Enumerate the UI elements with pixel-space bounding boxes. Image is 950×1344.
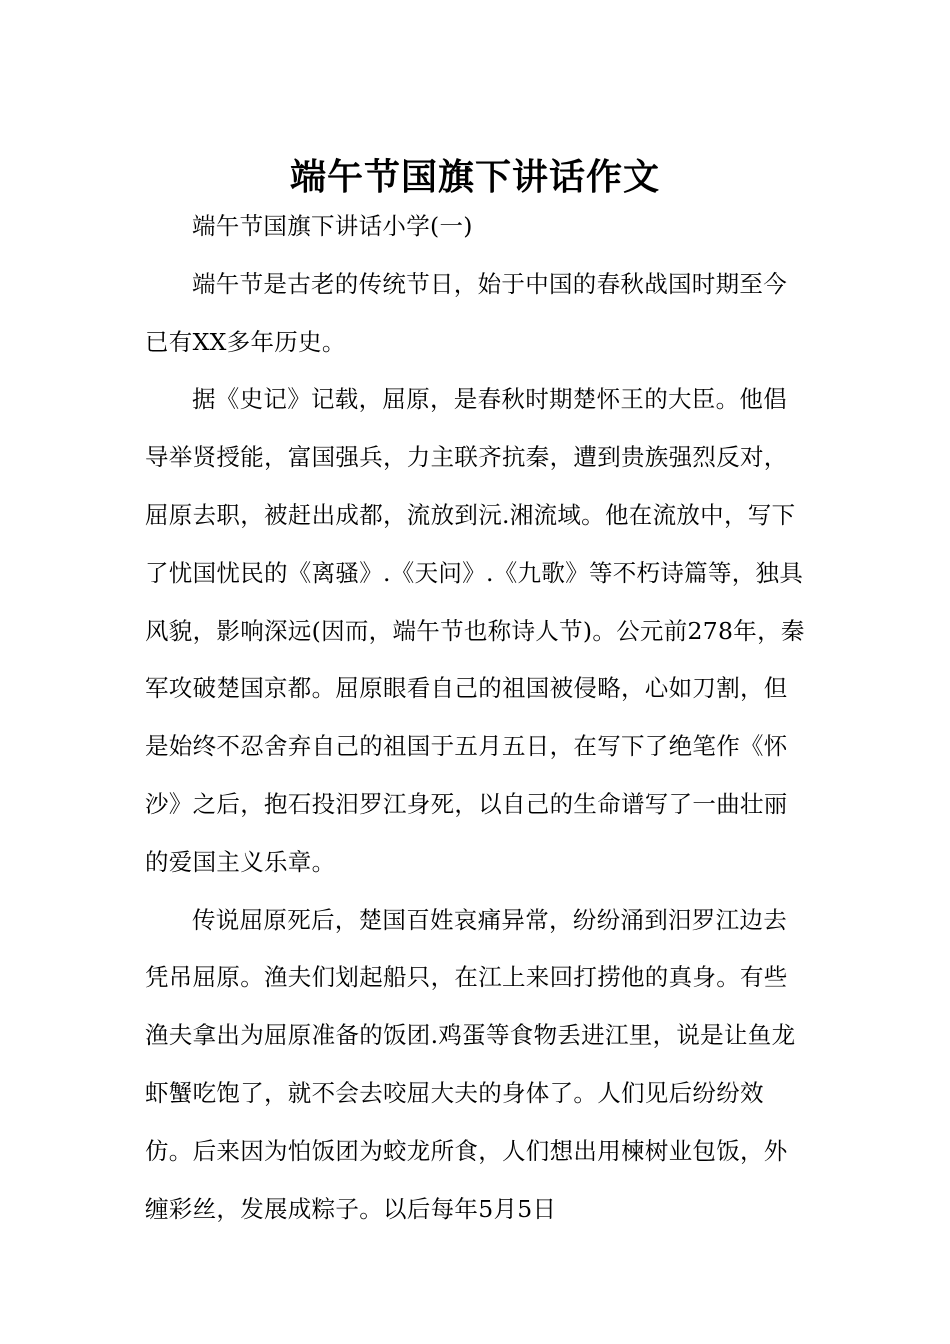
document-body (145, 198, 810, 1238)
document-title: 端午节国旗下讲话作文 (289, 156, 660, 199)
paragraph-subtitle: 端午节国旗下讲话小学(一) (192, 212, 473, 240)
paragraph: 端午节是古老的传统节日，始于中国的春秋战国时期至今已有XX多年历史。 (145, 269, 787, 356)
paragraph: 传说屈原死后，楚国百姓哀痛异常，纷纷涌到汨罗江边去凭吊屈原。渔夫们划起船只，在江上来回打捞他的真身。有些渔夫拿出为屈原准备的饭团.鸡蛋等食物丢进江里，说是让鱼龙虾蟹吃饱了，就不会去咬屈大夫的身体了。人们见后纷纷效仿。后来因为怕饭团为蛟龙所食，人们想出用楝树业包饭，外缠彩丝，发展成粽子。以后每年5月5日 (145, 905, 796, 1223)
paragraph: 据《史记》记载，屈原，是春秋时期楚怀王的大臣。他倡导举贤授能，富国强兵，力主联齐抗秦，遭到贵族强烈反对，屈原去职，被赶出成都，流放到沅.湘流域。他在流放中，写下了忧国忧民的《离骚》.《天问》.《九歌》等不朽诗篇等，独具风貌，影响深远(因而，端午节也称诗人节)。公元前278年，秦军攻破楚国京都。屈原眼看自己的祖国被侵略，心如刀割，但是始终不忍舍弃自己的祖国于五月五日，在写下了绝笔作《怀沙》之后，抱石投汨罗江身死，以自己的生命谱写了一曲壮丽的爱国主义乐章。 (145, 385, 805, 876)
